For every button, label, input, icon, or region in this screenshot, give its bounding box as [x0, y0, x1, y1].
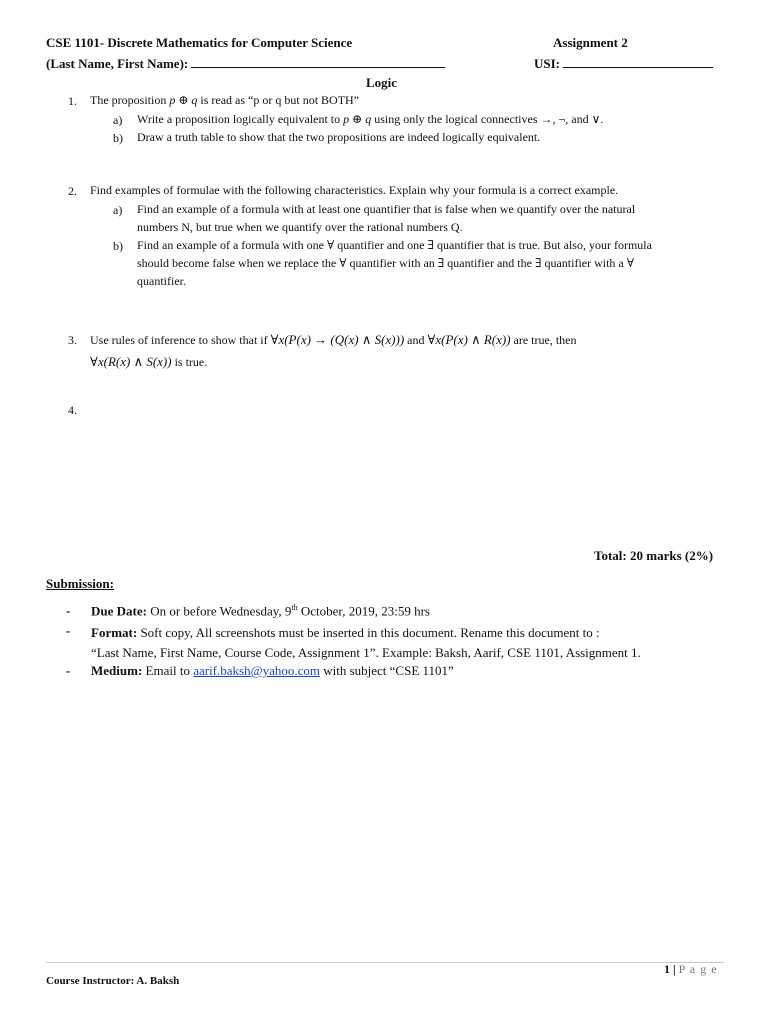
- q1-number: 1.: [68, 94, 77, 108]
- q2a-text: Find an example of a formula with at least one quantifier that is false when we quantify over the natural numbers N, but true when we quantify over the rational numbers Q.: [137, 202, 636, 234]
- q1-stem-math: p ⊕ q: [169, 93, 198, 107]
- name-label: (Last Name, First Name):: [46, 56, 189, 71]
- q4-number: 4.: [68, 403, 77, 417]
- q3-premise-1: ∀x(P(x) → (Q(x) ∧ S(x))): [270, 332, 405, 347]
- usi-label: USI:: [534, 56, 561, 71]
- medium-label: Medium:: [91, 663, 143, 678]
- page-indicator: 1 | P a g e: [664, 962, 718, 976]
- q1a-label: a): [113, 113, 123, 127]
- usi-blank: [563, 57, 713, 68]
- q2b-text: Find an example of a formula with one ∀ quantifier and one ∃ quantifier that is true. But also, your formula should become false when we replace the ∀ quantifier with an ∃ quantifier and the ∃ quantifier with a ∀ quantifier.: [137, 238, 652, 288]
- format-label: Format:: [91, 625, 138, 640]
- q3-conclusion: ∀x(R(x) ∧ S(x)): [90, 354, 172, 369]
- q2a-label: a): [113, 203, 123, 217]
- email-link[interactable]: aarif.baksh@yahoo.com: [193, 663, 320, 678]
- course-title: CSE 1101- Discrete Mathematics for Computer Science: [46, 35, 353, 50]
- medium-line: Medium: Email to aarif.baksh@yahoo.com with subject “CSE 1101”: [91, 663, 454, 678]
- total-marks: Total: 20 marks (2%): [594, 548, 714, 563]
- medium-bullet: -: [66, 663, 71, 678]
- name-field: [46, 56, 445, 72]
- q1a-text: Write a proposition logically equivalent to p ⊕ q using only the logical connectives →, ¬, and ∨.: [137, 112, 604, 126]
- q2-stem: Find examples of formulae with the following characteristics. Explain why your formula is a correct example.: [90, 183, 619, 197]
- q3-text: Use rules of inference to show that if ∀x(P(x) → (Q(x) ∧ S(x))) and ∀x(P(x) ∧ R(x)) are true, then ∀x(R(x) ∧ S(x)) is true.: [90, 332, 577, 369]
- course-instructor: Course Instructor: A. Baksh: [46, 975, 180, 987]
- q3-number: 3.: [68, 333, 77, 347]
- assignment-title: Assignment 2: [553, 35, 628, 50]
- format-line: Format: Soft copy, All screenshots must be inserted in this document. Rename this document to : “Last Name, First Name, Course Code, Assignment 1”. Example: Baksh, Aarif, CSE 1101, Assignment 1.: [91, 625, 641, 660]
- due-bullet: -: [66, 603, 71, 618]
- page-word: P a g e: [678, 962, 718, 976]
- q3-premise-2: ∀x(P(x) ∧ R(x)): [427, 332, 511, 347]
- page-number: 1: [664, 962, 670, 976]
- format-bullet: -: [66, 623, 71, 638]
- section-title: Logic: [366, 75, 398, 90]
- q1a-math: p ⊕ q: [343, 112, 372, 126]
- footer-divider: [46, 962, 724, 963]
- q2-number: 2.: [68, 184, 77, 198]
- due-date-label: Due Date:: [91, 603, 147, 619]
- usi-field: [534, 56, 713, 72]
- q2b-label: b): [113, 239, 123, 253]
- submission-title: Submission:: [46, 576, 114, 591]
- q1b-label: b): [113, 131, 123, 145]
- name-blank: [191, 57, 445, 68]
- q1b-text: Draw a truth table to show that the two propositions are indeed logically equivalent.: [137, 130, 541, 144]
- due-date-line: Due Date: On or before Wednesday, 9th October, 2019, 23:59 hrs: [91, 603, 430, 619]
- q1-stem: The proposition p ⊕ q is read as “p or q but not BOTH”: [90, 93, 360, 107]
